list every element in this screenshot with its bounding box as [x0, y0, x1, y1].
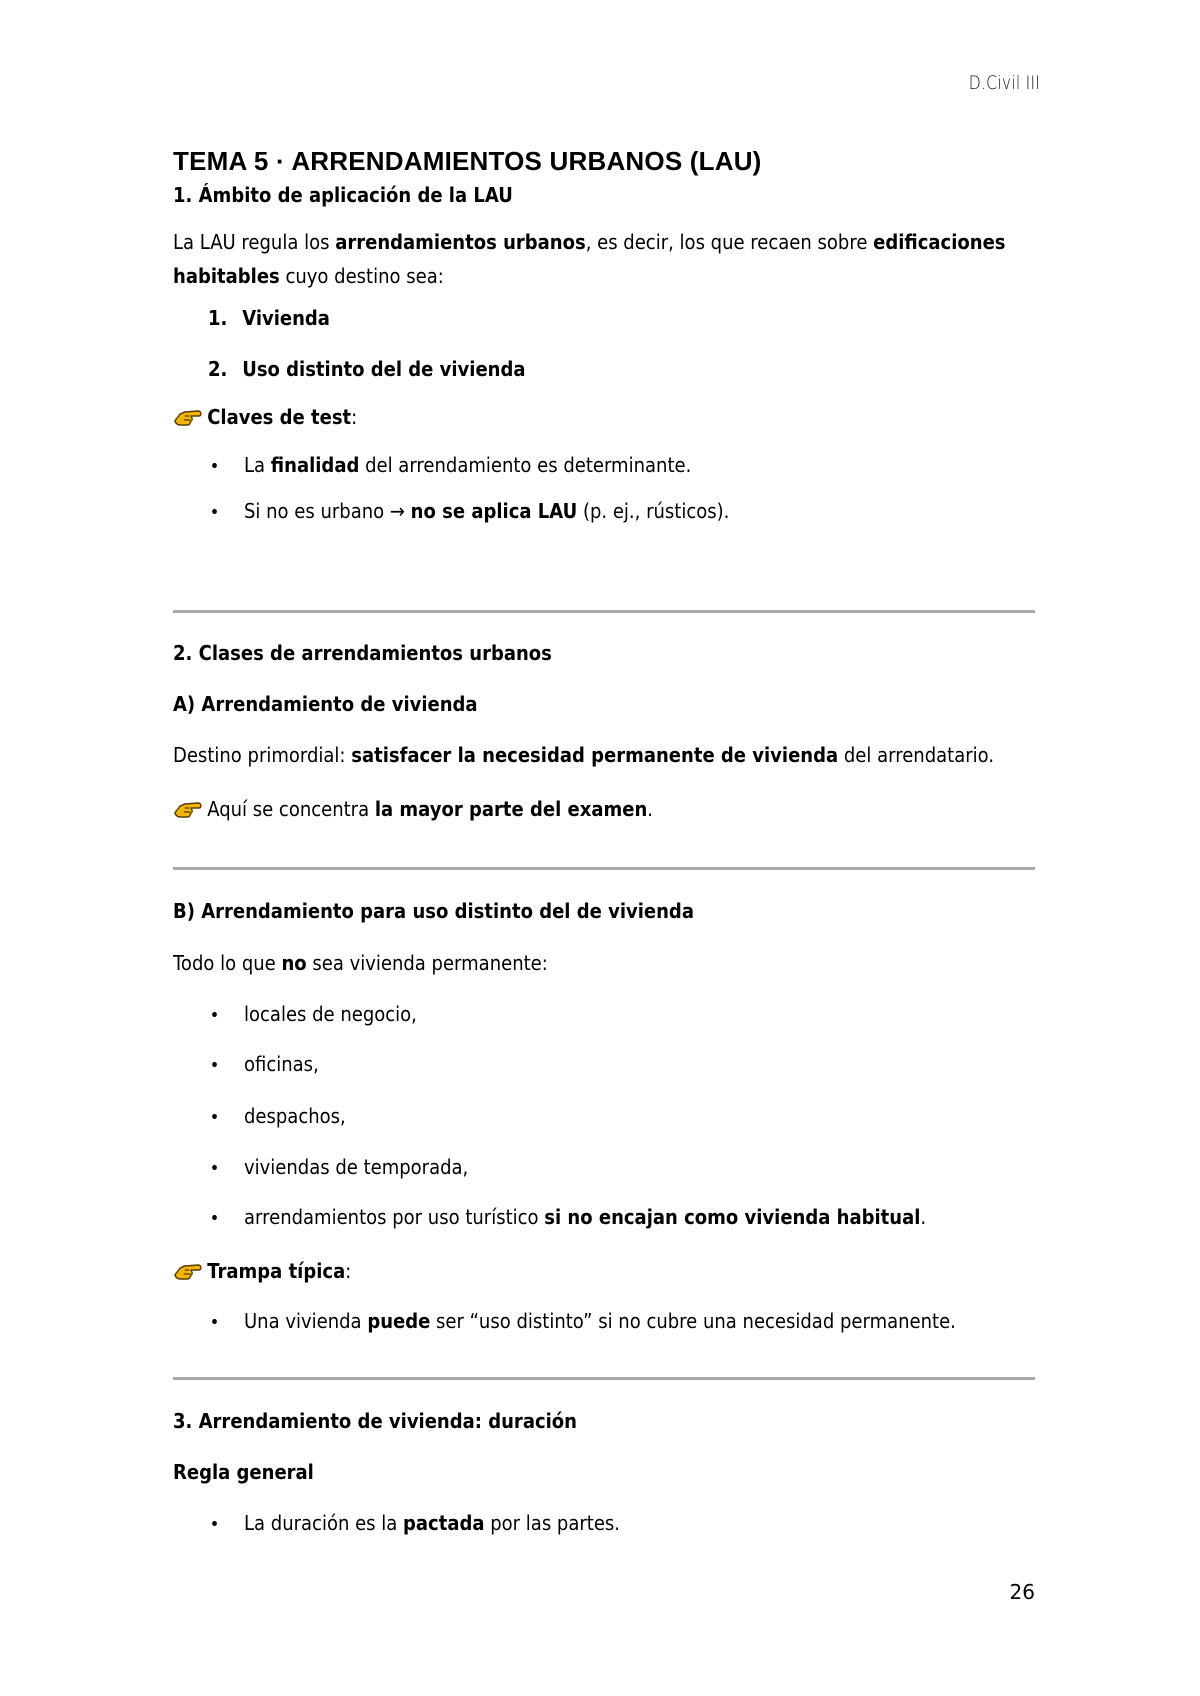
list-item: • arrendamientos por uso turístico si no encajan como vivienda habitual. [209, 1205, 927, 1229]
section-3-heading: 3. Arrendamiento de vivienda: duración [173, 1409, 577, 1433]
horizontal-rule [173, 867, 1035, 870]
section-1-intro: La LAU regula los arrendamientos urbanos, es decir, los que recaen sobre edificaciones habitables cuyo destino sea: [173, 230, 1006, 288]
pointing-hand-icon [173, 798, 202, 820]
section-1-heading: 1. Ámbito de aplicación de la LAU [173, 183, 513, 207]
page-number: 26 [1009, 1580, 1035, 1604]
list-item: • viviendas de temporada, [209, 1155, 469, 1179]
list-item: • locales de negocio, [209, 1002, 417, 1026]
list-item: • La finalidad del arrendamiento es determinante. [209, 453, 692, 477]
subsection-a-text: Destino primordial: satisfacer la necesidad permanente de vivienda del arrendatario. [173, 743, 995, 767]
horizontal-rule [173, 610, 1035, 613]
list-item: 2. Uso distinto del de vivienda [208, 357, 526, 381]
running-header: D.Civil III [968, 72, 1040, 94]
list-item: • La duración es la pactada por las partes. [209, 1511, 621, 1535]
list-item: • Una vivienda puede ser “uso distinto” si no cubre una necesidad permanente. [209, 1309, 956, 1333]
pointing-hand-icon [173, 406, 202, 428]
horizontal-rule [173, 1377, 1035, 1380]
list-item: • oficinas, [209, 1052, 319, 1076]
tip-line: Aquí se concentra la mayor parte del examen. [173, 792, 949, 826]
subsection-b-intro: Todo lo que no sea vivienda permanente: [173, 951, 548, 975]
subsection-b-heading: B) Arrendamiento para uso distinto del de vivienda [173, 899, 694, 923]
page-title: TEMA 5 · ARRENDAMIENTOS URBANOS (LAU) [173, 146, 762, 176]
section-3-subheading: Regla general [173, 1460, 314, 1484]
section-2-heading: 2. Clases de arrendamientos urbanos [173, 641, 552, 665]
list-item: 1. Vivienda [208, 306, 330, 330]
tip-line: Claves de test: [173, 400, 949, 434]
list-item: • despachos, [209, 1104, 346, 1128]
tip-line: Trampa típica: [173, 1254, 949, 1288]
list-item: • Si no es urbano → no se aplica LAU (p. ej., rústicos). [209, 499, 730, 523]
pointing-hand-icon [173, 1260, 202, 1282]
subsection-a-heading: A) Arrendamiento de vivienda [173, 692, 478, 716]
